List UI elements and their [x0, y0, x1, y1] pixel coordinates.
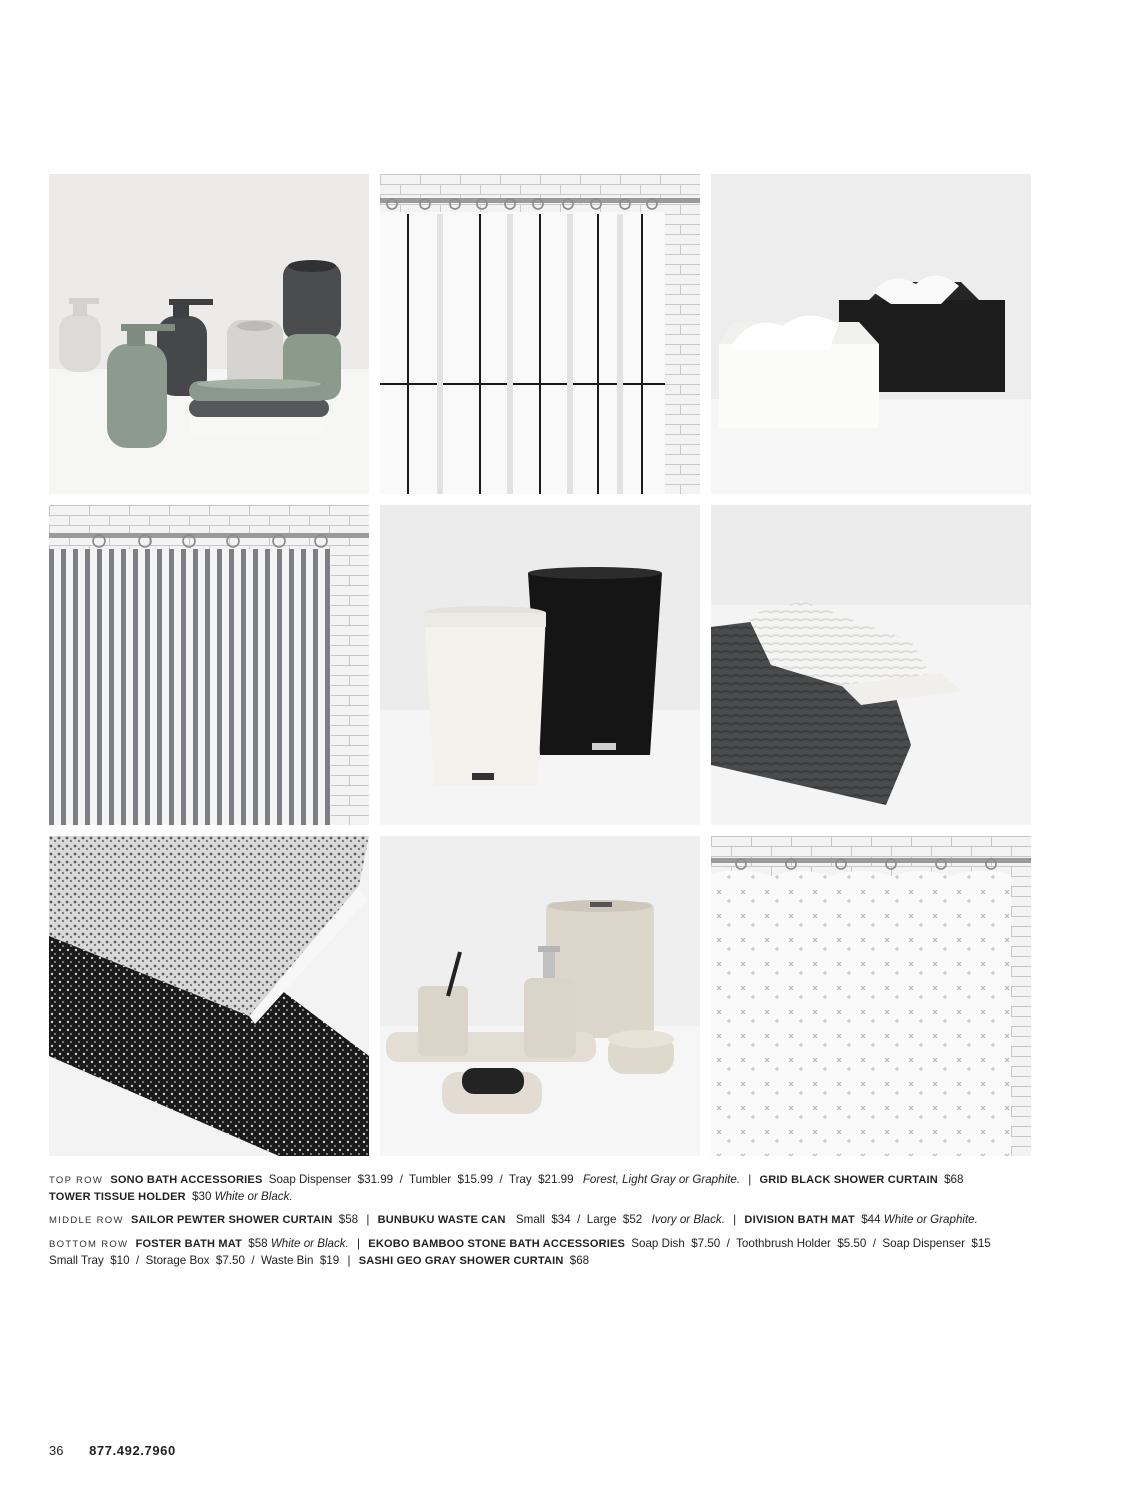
photo-ekobo-bamboo-stone-accessories[interactable]	[380, 836, 700, 1156]
caption-middle-row	[49, 1212, 1049, 1229]
product-name: SONO BATH ACCESSORIES	[110, 1174, 263, 1186]
photo-sashi-geo-gray-shower-curtain[interactable]	[711, 836, 1031, 1156]
separator: |	[748, 1173, 752, 1186]
photo-grid-black-shower-curtain[interactable]	[380, 174, 700, 494]
caption-bottom-row	[49, 1236, 1049, 1269]
product-photo-grid	[49, 174, 1031, 1156]
photo-division-bath-mat[interactable]	[711, 505, 1031, 825]
product-name: TOWER TISSUE HOLDER	[49, 1191, 186, 1203]
photo-foster-bath-mat[interactable]	[49, 836, 369, 1156]
striped-curtain-illustration	[49, 505, 369, 825]
product-price: $44	[861, 1213, 881, 1226]
product-colors: White or Black.	[214, 1190, 293, 1203]
waste-can-illustration	[380, 505, 700, 825]
separator: |	[347, 1254, 351, 1267]
sono-accessories-illustration	[49, 174, 369, 494]
sashi-curtain-illustration	[711, 836, 1031, 1156]
phone-number[interactable]: 877.492.7960	[89, 1443, 176, 1458]
photo-sailor-pewter-shower-curtain[interactable]	[49, 505, 369, 825]
row-label: BOTTOM ROW	[49, 1239, 129, 1250]
product-price: $68	[569, 1254, 590, 1267]
product-colors: White or Graphite.	[883, 1213, 978, 1226]
grid-curtain-illustration	[380, 174, 700, 494]
photo-bunbuku-waste-can[interactable]	[380, 505, 700, 825]
page-number: 36	[49, 1443, 64, 1458]
product-name: DIVISION BATH MAT	[744, 1214, 855, 1226]
bath-mat-stack-illustration	[711, 505, 1031, 825]
photo-sono-bath-accessories[interactable]	[49, 174, 369, 494]
photo-tower-tissue-holder[interactable]	[711, 174, 1031, 494]
tissue-holder-illustration	[711, 174, 1031, 494]
product-name: FOSTER BATH MAT	[135, 1238, 243, 1250]
product-colors: Forest, Light Gray or Graphite.	[582, 1173, 741, 1186]
product-name: GRID BLACK SHOWER CURTAIN	[759, 1174, 938, 1186]
product-price: $58	[248, 1237, 268, 1250]
brand-badge-ivory	[472, 773, 494, 780]
product-name: SAILOR PEWTER SHOWER CURTAIN	[130, 1214, 333, 1226]
foster-mats-illustration	[49, 836, 369, 1156]
separator: |	[357, 1237, 361, 1250]
separator: |	[366, 1213, 370, 1226]
separator: |	[733, 1213, 737, 1226]
product-name: EKOBO BAMBOO STONE BATH ACCESSORIES	[368, 1238, 626, 1250]
row-label: MIDDLE ROW	[49, 1215, 124, 1226]
product-price: $58	[338, 1213, 359, 1226]
product-prices: Small $34 / Large $52	[515, 1213, 643, 1226]
row-label: TOP ROW	[49, 1175, 104, 1186]
product-captions	[49, 1172, 1049, 1276]
product-colors: Ivory or Black.	[651, 1213, 725, 1226]
product-name: BUNBUKU WASTE CAN	[377, 1214, 506, 1226]
product-prices: Soap Dish $7.50 / Toothbrush Holder $5.50 / Soap Dispenser $15	[631, 1237, 991, 1250]
ekobo-set-illustration	[380, 836, 700, 1156]
product-prices: Soap Dispenser $31.99 / Tumbler $15.99 / Tray $21.99	[268, 1173, 574, 1186]
page-footer	[49, 1443, 176, 1458]
brand-badge-black	[592, 743, 616, 750]
product-colors: White or Black.	[270, 1237, 349, 1250]
caption-top-row	[49, 1172, 1049, 1205]
product-price: $30	[192, 1190, 212, 1203]
product-price: $68	[944, 1173, 964, 1186]
product-name: SASHI GEO GRAY SHOWER CURTAIN	[358, 1255, 564, 1267]
product-prices: Small Tray $10 / Storage Box $7.50 / Waste Bin $19	[49, 1254, 340, 1267]
